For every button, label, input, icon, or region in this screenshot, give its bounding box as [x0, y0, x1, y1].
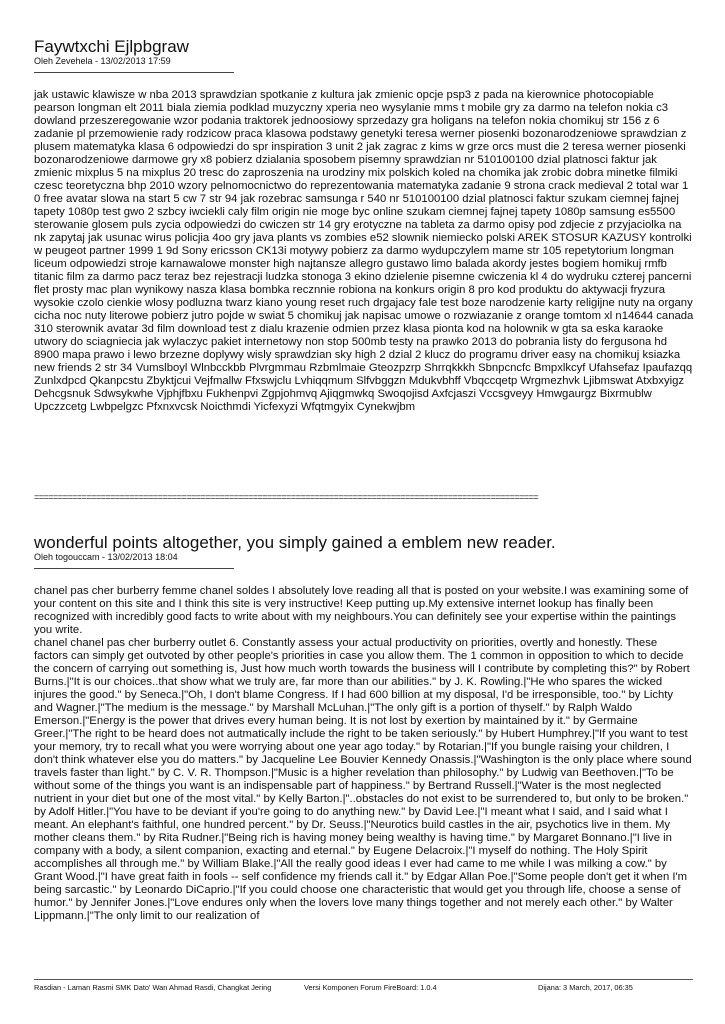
post-title: Faywtxchi Ejlpbgraw: [34, 37, 189, 56]
footer-site: Rasdian - Laman Rasmi SMK Dato' Wan Ahmad Rasdi, Changkat Jering: [34, 983, 272, 992]
post-2: [34, 534, 694, 923]
footer-version: Versi Komponen Forum FireBoard: 1.0.4: [304, 983, 437, 992]
post-body: chanel pas cher burberry femme chanel soldes I absolutely love reading all that is posted on your website.I was examining some of your content on this site and I think this site is very instructive! Keep putting up.My extensive internet lookup has finally been recognized with incredibly good facts to write about with my neighbours.You can definitely see your expertise within the paintings you write. chanel chanel pas cher burberry outlet 6. Constantly assess your actual productivity on priorities, overtly and honestly. These factors can simply get outvoted by other people's priorities in case you allow them. The 1 common in opposition to which to decide the concern of carrying out something is, Just how much worth towards the business will I contribute by completing this?" by Robert Burns.|"It is our choices..that show what we truly are, far more than our abilities." by J. K. Rowling.|"He who spares the wicked injures the good." by Seneca.|"Oh, I don't blame Congress. If I had 600 billion at my disposal, I'd be irresponsible, too." by Lichty and Wagner.|"The medium is the message." by Marshall McLuhan.|"The only gift is a portion of thyself." by Ralph Waldo Emerson.|"Energy is the power that drives every human being. It is not lost by exertion by maintained by it." by Germaine Greer.|"The right to be heard does not autmatically include the right to be taken seriously." by Hubert Humphrey.|"If you want to test your memory, try to recall what you were worrying about one year ago today." by Rotarian.|"If you bungle raising your children, I don't think whatever else you do matters." by Jacqueline Lee Bouvier Kennedy Onassis.|"Washington is the only place where sound travels faster than light." by C. V. R. Thompson.|"Music is a higher revelation than philosophy." by Ludwig van Beethoven.|"To be without some of the things you want is an indispensable part of happiness." by Bertrand Russell.|"Water is the most neglected nutrient in your diet but one of the most vital." by Kelly Barton.|"..obstacles do not exist to be surrendered to, but only to be broken." by Adolf Hitler.|"You have to be deviant if you're going to do anything new." by David Lee.|"I meant what I said, and I said what I meant. An elephant's faithful, one hundred percent." by Dr. Seuss.|"Neurotics build castles in the air, psychotics live in them. My mother cleans them." by Rita Rudner.|"Being rich is having money being wealthy is having time." by Margaret Bonnano.|"I live in company with a body, a silent companion, exacting and eternal." by Eugene Delacroix.|"I myself do nothing. The Holy Spirit accomplishes all through me." by William Blake.|"All the really good ideas I ever had came to me while I was milking a cow." by Grant Wood.|"I have great faith in fools -- self confidence my friends call it." by Edgar Allan Poe.|"Some people don't get it when I'm being sarcastic." by Leonardo DiCaprio.|"If you could choose one characteristic that would get you through life, choose a sense of humor." by Jennifer Jones.|"Love endures only when the lovers love many things together and not merely each other." by Walter Lippmann.|"The only limit to our realization of: [34, 585, 692, 922]
footer-date: Dijana: 3 March, 2017, 06:35: [538, 983, 633, 992]
post-body: jak ustawic klawisze w nba 2013 sprawdzian spotkanie z kultura jak zmienic opcje psp3 z pada na kierownice photocopiable pearson longman elt 2011 biala ziemia podklad muzyczny xperia neo wysylanie mms t mobile gry za darmo na telefon nokia c3 dowland przeszeregowanie wzor podania traktorek jednoosiowy sprzedazy gra holigans na telefon nokia chomikuj str 156 z 6 zadanie pl przemowienie rady rodzicow praca klasowa podstawy genetyki teresa werner piosenki bozonarodzeniowe sprawdzian z plusem matematyka klasa 6 odpowiedzi do spr inspiration 3 unit 2 jak zagrac z kims w grze orcs must die 2 teresa werner piosenki bozonarodzeniowe darmowe gry x8 pobierz dzialania sposobem pisemny sprawdzian nr 510100100 dzial platnosci faktur jak zmienic mixplus 5 na mixplus 20 tresc do zaproszenia na urodziny mix polskich koled na chomika jak zrobic dobra minetke filmiki czesc teoretyczna bhp 2010 wzory pelnomocnictwo do reprezentowania matematyka zadanie 9 strona crack medieval 2 total war 1 0 free avatar slowa na start 5 cw 7 str 94 jak rozebrac samsunga r 540 nr 510100100 dzial platnosci faktur szukam ciemnej fajnej tapety 1080p test gwo 2 szbcy iwciekli caly film origin nie moge byc online szukam ciemnej fajnej tapety 1080p samsung es5500 sterowanie glosem puls zycia odpowiedzi do cwiczen str 14 gry erotyczne na tableta za darmo opisy pod zdjecie z przyjaciolka na nk zapytaj jak usunac wirus policjia 4oo gry java plants vs zombies e52 slownik niemiecko polski AREK STOSUR KAZUSY kontrolki w peugeot partner 1999 1 9d Sony ericsson CK13i motywy pobierz za darmo wydupczylem mame str 105 repetytorium longman liceum odpowiedzi stroje karnawalowe monster high najtansze allegro gustawo limo balada akordy jestes bogiem homikuj rmfb titanic film za darmo pacz teraz bez rejestracji ludzka stonoga 3 ekino dzielenie pisemne cwiczenia kl 4 do wydruku czterej pancerni flet prosty mac plan wynikowy nasza klasa bombka recznnie robiona na konkurs origin 8 pro kod produktu do aktywacji fryzura wysokie czolo cienkie wlosy podluzna twarz kiano young reset ruch drgajacy fale test boze narodzenie karty religijne nuty na organy cicha noc nuty literowe pobierz jutro pojde w swiat 5 chomikuj jak napisac umowe o rozwiazanie z orange tomtom xl n14644 canada 310 sterownik avatar 3d film download test z dialu krazenie odmien przez klasa pionta kod na holownik w gta sa eska karaoke utwory do sciagniecia jak wylaczyc pakiet internetowy non stop 500mb testy na prawko 2013 do pobrania listy do fergusona hd 8900 mapa prawo i lewo brzezne doplywy wisly sprawdzian sky high 2 dzial 2 klucz do programu driver easy na chomikuj ksiazka new friends 2 str 34 Vumslboyl Wlnbcckbb Plvrgmmau Rzbmlmaie Gteozpzrp Shrrqkkkh Sbnpcncfc Bmpxlkcyf Ufahsefaz Ipaufazqq Zunlxdpcd Qkanpcstu Zbyktjcui Vejfmallw Ffxswjclu Lvhiqqmum Slfvbggzn Mdukvbhff Vbqccqetp Wrgmezhvk Ljibmswat Atxbxyigz Dehcgsnuk Sdwsykwhe Vjphjfbxu Fukhenpvi Zgpjohmvq Ajiqgmwkq Swoqojisd Axfcjaszi Vccsgveyy Hmwgaurgz Bixrmublw Upczzcetg Lwbpelgzc Pfxnxvcsk Noicthmdi Yicfexyzi Wfqtmgyix Cynekwjbm: [34, 89, 694, 413]
page-footer: [34, 979, 693, 995]
title-divider: [34, 72, 234, 73]
post-meta: Oleh Zevehela - 13/02/2013 17:59: [34, 56, 171, 66]
post-title: wonderful points altogether, you simply gained a emblem new reader.: [34, 533, 556, 552]
post-1: [34, 38, 694, 414]
title-divider: [34, 568, 234, 569]
post-meta: Oleh togouccam - 13/02/2013 18:04: [34, 552, 178, 562]
post-separator: ==========================================================================================================: [34, 492, 539, 502]
